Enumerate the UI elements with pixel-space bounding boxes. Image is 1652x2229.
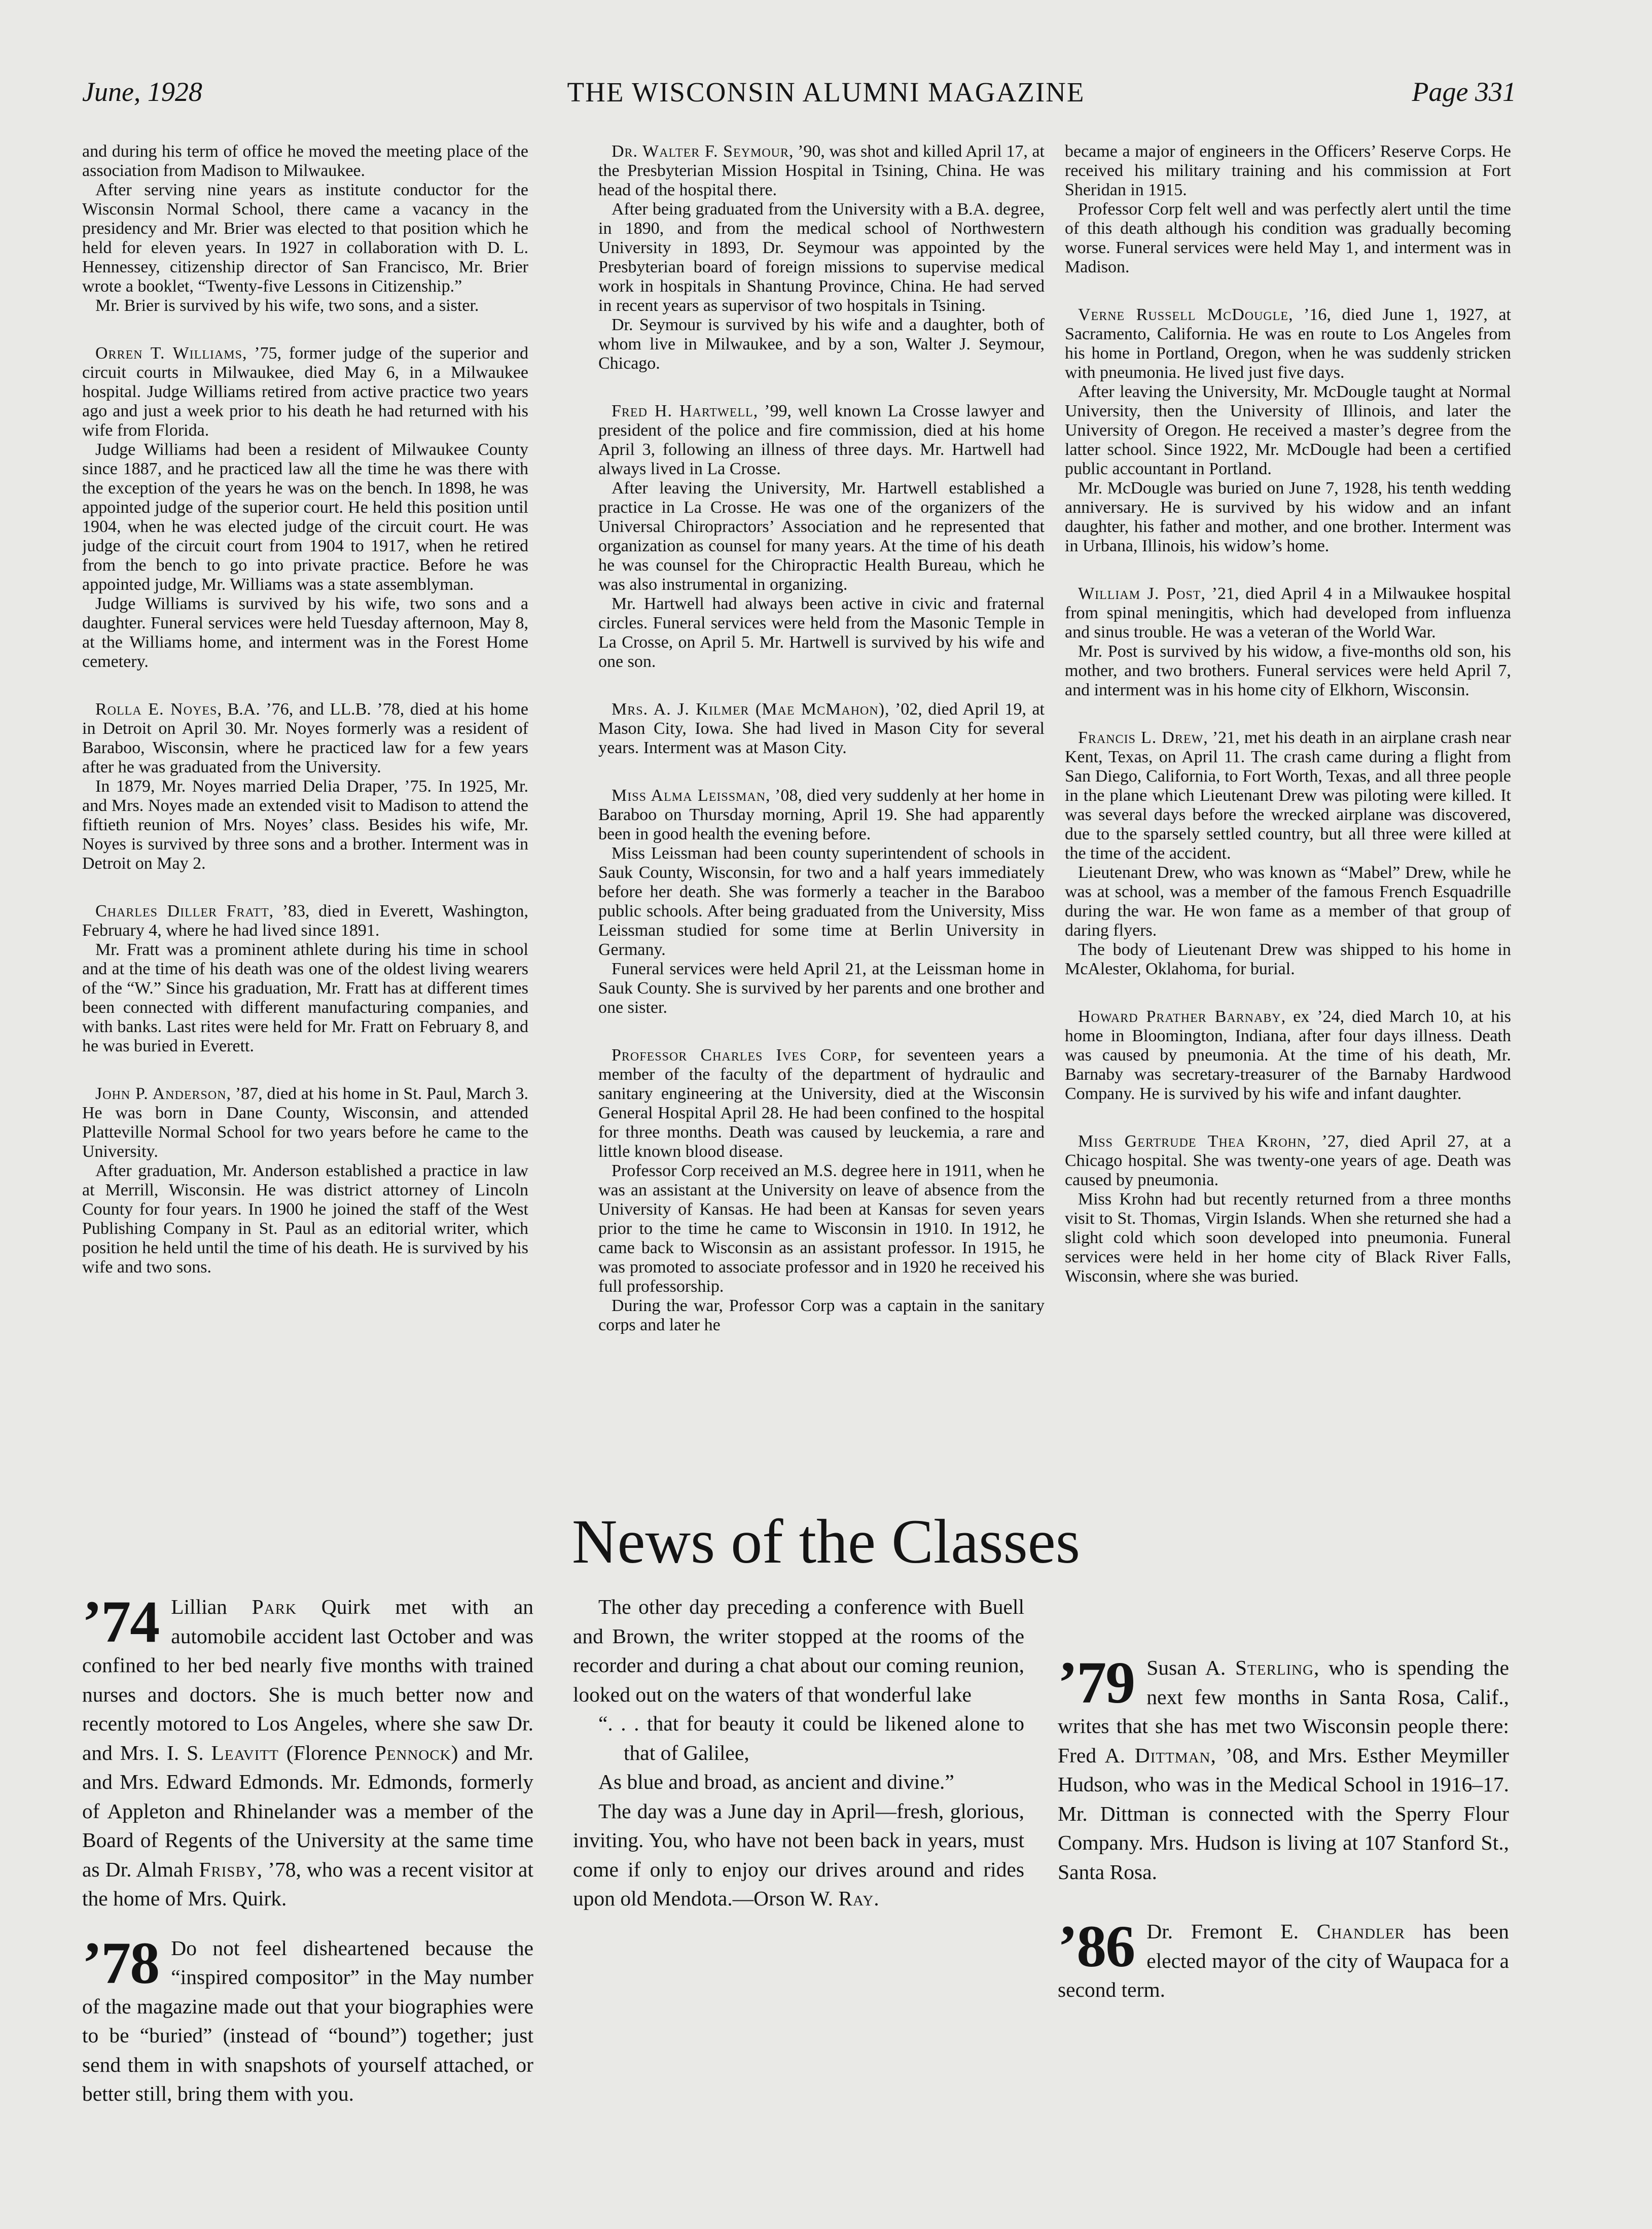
class-note-text: Dr. Fremont E. Chandler has been elected mayor of the city of Waupaca for a second term. xyxy=(1058,1920,1509,2001)
poem-quote xyxy=(598,1709,1024,1797)
class-note-1886 xyxy=(1058,1913,1509,2005)
obituary-paragraph: Judge Williams had been a resident of Milwaukee County since 1887, and he practiced law all the time he was there with the exception of the years he was on the bench. In 1898, he was appointed judge of the superior court. He held this position until 1904, when he was elected judge of the circuit court. He was judge of the circuit court from 1904 to 1917, when he retired from the bench to go into private practice. Before he was appointed judge, Mr. Williams was a state assemblyman. xyxy=(82,440,528,594)
obituary-entry xyxy=(1065,305,1511,382)
obituary-name: Miss Gertrude Thea Krohn xyxy=(1078,1132,1307,1151)
obituary-paragraph: Professor Corp received an M.S. degree here in 1911, when he was an assistant at the University on leave of absence from the University of Kansas. He had been at Kansas for seven years prior to the time he came to Wisconsin in 1910. In 1912, he came back to Wisconsin as an assistant professor. In 1915, he was promoted to associate professor and in 1920 he received his full professorship. xyxy=(598,1161,1045,1296)
obituary-name: Charles Diller Fratt xyxy=(95,902,269,921)
page-number: Page 331 xyxy=(1412,77,1516,107)
obituary-entry xyxy=(598,700,1045,758)
obituary-name: Dr. Walter F. Seymour xyxy=(612,142,789,161)
obituary-text: , ’90, was shot and killed April 17, at the Presbyterian Mission Hospital in Tsining, China. He was head of the hospital there. xyxy=(598,142,1045,199)
obituary-entry xyxy=(598,142,1045,200)
class-year: ’74 xyxy=(82,1593,159,1655)
obituary-paragraph: and during his term of office he moved the meeting place of the association from Madison to Milwaukee. xyxy=(82,142,528,180)
obituary-paragraph: The body of Lieutenant Drew was shipped to his home in McAlester, Oklahoma, for burial. xyxy=(1065,940,1511,978)
obituary-entry xyxy=(1065,1007,1511,1104)
obituary-paragraph: After leaving the University, Mr. Hartwell established a practice in La Crosse. He was one of the organizers of the Universal Chiropractors’ Association and he represented that organization as counsel for many years. At the time of his death he was counsel for the Chiropractic Health Bureau, which he was also instrumental in organizing. xyxy=(598,479,1045,594)
obituary-paragraph: Mr. Fratt was a prominent athlete during his time in school and at the time of his death was one of the oldest living wearers of the “W.” Since his graduation, Mr. Fratt has at different times been connected with different manufacturing companies, and with banks. Last rites were held for Mr. Fratt on February 8, and he was buried in Everett. xyxy=(82,940,528,1055)
obituary-text: , for seventeen years a member of the faculty of the department of hydraulic and sanitary engineering at the University, died at the Wisconsin General Hospital April 28. He had been confined to the hospital for three months. Death was caused by leuckemia, a rare and little known blood disease. xyxy=(598,1046,1045,1161)
obituary-name: Fred H. Hartwell xyxy=(612,402,753,420)
obituary-paragraph: Dr. Seymour is survived by his wife and a daughter, both of whom live in Milwaukee, and by a son, Walter J. Seymour, Chicago. xyxy=(598,315,1045,373)
obituary-entry xyxy=(1065,1132,1511,1190)
obituary-paragraph: Funeral services were held April 21, at the Leissman home in Sauk County. She is survived by her parents and one brother and one sister. xyxy=(598,960,1045,1017)
obituary-paragraph: Mr. Post is survived by his widow, a five-months old son, his mother, and two brothers. Funeral services were held April 7, and interment was in his home city of Elkhorn, Wisconsin. xyxy=(1065,642,1511,699)
obituary-paragraph: After leaving the University, Mr. McDougle taught at Normal University, then the University of Illinois, and later the University of Oregon. He received a master’s degree from the latter school. Since 1922, Mr. McDougle had been a certified public accountant in Portland. xyxy=(1065,382,1511,478)
obituary-paragraph: Mr. Brier is survived by his wife, two sons, and a sister. xyxy=(95,296,479,315)
section-title: News of the Classes xyxy=(571,1507,1081,1576)
class-year: ’86 xyxy=(1058,1913,1135,1979)
obituary-column-3 xyxy=(1065,142,1511,1471)
obituary-paragraph: Miss Leissman had been county superintendent of schools in Sauk County, Wisconsin, for two and a half years immediately before her death. She was formerly a teacher in the Baraboo public schools. After being graduated from the University, Miss Leissman studied for some time at Berlin University in Germany. xyxy=(598,844,1045,959)
obituary-text: , ’87, died at his home in St. Paul, March 3. He was born in Dane County, Wisconsin, and attended Platteville Normal School for two years before he came to the University. xyxy=(82,1084,528,1161)
issue-date: June, 1928 xyxy=(82,77,202,107)
obituary-text: , ’02, died April 19, at Mason City, Iowa. She had lived in Mason City for several years. Interment was at Mason City. xyxy=(598,700,1045,757)
obituary-text: , ex ’24, died March 10, at his home in Bloomington, Indiana, after four days illness. Death was caused by pneumonia. At the time of his death, Mr. Barnaby was secretary-treasurer of the Barnaby Hardwood Company. He is survived by his wife and infant daughter. xyxy=(1065,1007,1511,1103)
obituary-name: Orren T. Williams xyxy=(95,344,242,363)
classes-column-1 xyxy=(82,1593,533,2216)
obituary-text: , B.A. ’76, and LL.B. ’78, died at his home in Detroit on April 30. Mr. Noyes formerly was a resident of Baraboo, Wisconsin, where he practiced law for a few years after he was graduated from the University. xyxy=(82,700,528,776)
class-note-text: Susan A. Sterling, who is spending the next few months in Santa Rosa, Calif., writes that she has met two Wisconsin people there: Fred A. Dittman, ’08, and Mrs. Esther Meymiller Hudson, who was in the Medical School in 1916–17. Mr. Dittman is connected with the Sperry Flour Company. Mrs. Hudson is living at 107 Stanford St., Santa Rosa. xyxy=(1058,1656,1509,1884)
obituary-entry xyxy=(1065,584,1511,642)
obituary-text: , ’27, died April 27, at a Chicago hospital. She was twenty-one years of age. Death was caused by pneumonia. xyxy=(1065,1132,1511,1189)
obituary-paragraph: Miss Krohn had but recently returned from a three months visit to St. Thomas, Virgin Islands. When she returned she had a slight cold which soon developed into pneumonia. Funeral services were held in her home city of Black River Falls, Wisconsin, where she was buried. xyxy=(1065,1190,1511,1286)
obituary-entry xyxy=(82,344,528,440)
poem-line: “. . . that for beauty it could be likened alone to that of Galilee, xyxy=(598,1712,1024,1764)
obituary-paragraph: Professor Corp felt well and was perfectly alert until the time of this death although his condition was gradually becoming worse. Funeral services were held May 1, and interment was in Madison. xyxy=(1065,200,1511,276)
class-note-1879 xyxy=(1058,1649,1509,1887)
obituary-name: Rolla E. Noyes xyxy=(95,700,218,719)
obituary-name: Verne Russell McDougle xyxy=(1078,305,1289,324)
obituary-text: , ’21, met his death in an airplane crash near Kent, Texas, on April 11. The crash came during a flight from San Diego, California, to Fort Worth, Texas, and all three people in the plane which Lieutenant Drew was piloting were killed. It was several days before the wrecked airplane was discovered, due to the sparsely settled country, but all three were killed at the time of the accident. xyxy=(1065,728,1511,863)
class-note-text: The other day preceding a conference with Buell and Brown, the writer stopped at the rooms of the recorder and during a chat about our coming reunion, looked out on the waters of that wonderful lake xyxy=(573,1595,1024,1706)
obituary-column-2 xyxy=(598,142,1045,1471)
class-note-text: The day was a June day in April—fresh, glorious, inviting. You, who have not been back in years, must come if only to enjoy our drives around and rides upon old Mendota.—Orson W. Ray. xyxy=(573,1799,1024,1910)
class-year: ’79 xyxy=(1058,1649,1135,1716)
obituary-entry xyxy=(598,402,1045,479)
obituary-paragraph: In 1879, Mr. Noyes married Delia Draper, ’75. In 1925, Mr. and Mrs. Noyes made an extended visit to Madison to attend the fiftieth reunion of Mrs. Noyes’ class. Besides his wife, Mr. Noyes is survived by three sons and a brother. Interment was in Detroit on May 2. xyxy=(82,777,528,873)
obituary-text: , ’08, died very suddenly at her home in Baraboo on Thursday morning, April 19. She had apparently been in good health the evening before. xyxy=(598,786,1045,843)
obituary-entry xyxy=(1065,728,1511,863)
classes-column-3 xyxy=(1058,1593,1509,2216)
running-head xyxy=(0,76,1652,117)
obituary-name: Mrs. A. J. Kilmer (Mae McMahon) xyxy=(612,700,885,719)
magazine-title: THE WISCONSIN ALUMNI MAGAZINE xyxy=(567,77,1085,108)
obituary-paragraph: After serving nine years as institute conductor for the Wisconsin Normal School, there came a vacancy in the presidency and Mr. Brier was elected to that position which he held for eleven years. In 1927 in collaboration with D. L. Hennessey, citizenship director of San Francisco, Mr. Brier wrote a booklet, “Twenty-five Lessons in Citizenship.” xyxy=(82,181,528,296)
obituary-name: Professor Charles Ives Corp xyxy=(612,1046,857,1065)
obituary-entry xyxy=(82,902,528,940)
obituary-paragraph: After being graduated from the University with a B.A. degree, in 1890, and from the medical school of Northwestern University in 1893, Dr. Seymour was appointed by the Presbyterian board of foreign missions to supervise medical work in hospitals in Shantung Province, China. He had served in recent years as supervisor of two hospitals in Tsining. xyxy=(598,200,1045,315)
obituary-text: , ’83, died in Everett, Washington, February 4, where he had lived since 1891. xyxy=(82,902,528,940)
obituary-paragraph: After graduation, Mr. Anderson established a practice in law at Merrill, Wisconsin. He was district attorney of Lincoln County for four years. In 1900 he joined the staff of the West Publishing Company in St. Paul as an editorial writer, which position he held until the time of his death. He is survived by his wife and two sons. xyxy=(82,1161,528,1277)
obituary-name: Francis L. Drew xyxy=(1078,728,1204,747)
obituary-name: Howard Prather Barnaby xyxy=(1078,1007,1281,1026)
obituary-text: , ’21, died April 4 in a Milwaukee hospital from spinal meningitis, which had developed from influenza and sinus trouble. He was a veteran of the World War. xyxy=(1065,584,1511,642)
obituary-text: , ’99, well known La Crosse lawyer and president of the police and fire commission, died at his home April 3, following an illness of three days. Mr. Hartwell had always lived in La Crosse. xyxy=(598,402,1045,478)
obituary-text: , ’75, former judge of the superior and circuit courts in Milwaukee, died May 6, in a Milwaukee hospital. Judge Williams retired from active practice two years ago and just a week prior to his death he had returned with his wife from Florida. xyxy=(82,344,528,440)
class-note-text: Lillian Park Quirk met with an automobile accident last October and was confined to her bed nearly five months with trained nurses and doctors. She is much better now and recently motored to Los Angeles, where she saw Dr. and Mrs. I. S. Leavitt (Florence Pennock) and Mr. and Mrs. Edward Edmonds. Mr. Edmonds, formerly of Appleton and Rhinelander was a member of the Board of Regents of the University at the same time as Dr. Almah Frisby, ’78, who was a recent visitor at the home of Mrs. Quirk. xyxy=(82,1595,533,1910)
obituary-paragraph: Lieutenant Drew, who was known as “Mabel” Drew, while he was at school, was a member of the famous French Esquadrille during the war. He won fame as a member of that group of daring flyers. xyxy=(1065,863,1511,940)
obituary-text: , ’16, died June 1, 1927, at Sacramento, California. He was en route to Los Angeles from his home in Portland, Oregon, when he was suddenly stricken with pneumonia. He lived just five days. xyxy=(1065,305,1511,382)
poem-line: As blue and broad, as ancient and divine.” xyxy=(598,1770,954,1793)
obituary-entry xyxy=(598,1046,1045,1161)
class-note-text: Do not feel disheartened because the “inspired compositor” in the May number of the magazine made out that your biographies were to be “buried” (instead of “bound”) together; just send them in with snapshots of yourself attached, or better still, bring them with you. xyxy=(82,1936,533,2105)
obituary-entry xyxy=(82,700,528,777)
obituary-paragraph: Judge Williams is survived by his wife, two sons and a daughter. Funeral services were held Tuesday afternoon, May 8, at the Williams home, and interment was in the Forest Home cemetery. xyxy=(82,594,528,671)
class-note-1878 xyxy=(82,1929,533,2109)
class-note-1874 xyxy=(82,1593,533,1914)
obituary-paragraph: became a major of engineers in the Officers’ Reserve Corps. He received his military training and his commission at Fort Sheridan in 1915. xyxy=(1065,142,1511,199)
obituary-entry xyxy=(598,786,1045,844)
obituary-name: Miss Alma Leissman xyxy=(612,786,766,805)
class-year: ’78 xyxy=(82,1929,159,1996)
obituary-column-1 xyxy=(82,142,528,1471)
obituary-entry xyxy=(82,1084,528,1161)
obituary-paragraph: Mr. Hartwell had always been active in civic and fraternal circles. Funeral services were held from the Masonic Temple in La Crosse, on April 5. Mr. Hartwell is survived by his wife and one son. xyxy=(598,594,1045,671)
obituary-paragraph: Mr. McDougle was buried on June 7, 1928, his tenth wedding anniversary. He is survived by his widow and an infant daughter, his father and mother, and one brother. Interment was in Urbana, Illinois, his widow’s home. xyxy=(1065,479,1511,555)
obituary-paragraph: During the war, Professor Corp was a captain in the sanitary corps and later he xyxy=(598,1296,1045,1334)
obituary-name: John P. Anderson xyxy=(95,1084,227,1103)
classes-column-2 xyxy=(573,1593,1024,2216)
obituary-name: William J. Post xyxy=(1078,584,1201,603)
